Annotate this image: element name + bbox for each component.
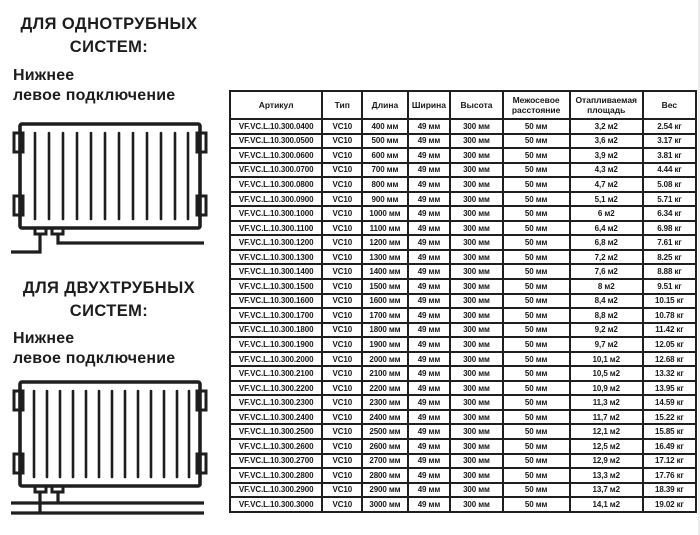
table-cell: 49 мм bbox=[408, 497, 451, 512]
heading-line: СИСТЕМ: bbox=[69, 302, 149, 320]
table-cell: 49 мм bbox=[408, 410, 451, 425]
table-cell: 50 мм bbox=[503, 148, 570, 163]
table-cell: 15.22 кг bbox=[643, 410, 696, 425]
table-cell: 300 мм bbox=[450, 424, 502, 439]
table-cell: 6.34 кг bbox=[643, 206, 696, 221]
table-cell: VC10 bbox=[322, 221, 362, 236]
table-cell: 1900 мм bbox=[362, 337, 407, 352]
table-row bbox=[230, 395, 696, 410]
table-row bbox=[230, 483, 696, 498]
table-cell: 7,2 м2 bbox=[570, 250, 643, 265]
table-row bbox=[230, 192, 696, 207]
table-cell: VC10 bbox=[322, 337, 362, 352]
table-row bbox=[230, 308, 696, 323]
table-cell: 2.54 кг bbox=[643, 119, 696, 134]
table-cell: 49 мм bbox=[408, 395, 451, 410]
table-cell: 15.85 кг bbox=[643, 424, 696, 439]
table-cell: VC10 bbox=[322, 119, 362, 134]
table-row bbox=[230, 468, 696, 483]
table-row bbox=[230, 163, 696, 178]
table-cell: VC10 bbox=[322, 352, 362, 367]
column-header: Длина bbox=[362, 91, 407, 119]
table-cell: 50 мм bbox=[503, 163, 570, 178]
table-cell: 50 мм bbox=[503, 352, 570, 367]
table-cell: VC10 bbox=[322, 148, 362, 163]
table-cell: 50 мм bbox=[503, 206, 570, 221]
table-cell: 2200 мм bbox=[362, 381, 407, 396]
table-cell: 300 мм bbox=[450, 134, 502, 149]
table-cell: 500 мм bbox=[362, 134, 407, 149]
table-cell: 1200 мм bbox=[362, 235, 407, 250]
table-cell: VF.VC.L.10.300.1200 bbox=[230, 235, 322, 250]
table-cell: 6,8 м2 bbox=[570, 235, 643, 250]
table-cell: 300 мм bbox=[450, 497, 502, 512]
table-cell: 5.71 кг bbox=[643, 192, 696, 207]
table-cell: VF.VC.L.10.300.0500 bbox=[230, 134, 322, 149]
table-cell: VF.VC.L.10.300.3000 bbox=[230, 497, 322, 512]
table-cell: 300 мм bbox=[450, 163, 502, 178]
table-row bbox=[230, 177, 696, 192]
table-cell: VF.VC.L.10.300.2000 bbox=[230, 352, 322, 367]
radiator-diagram-single-pipe bbox=[8, 111, 212, 260]
table-cell: 300 мм bbox=[450, 148, 502, 163]
table-cell: 1000 мм bbox=[362, 206, 407, 221]
table-cell: VC10 bbox=[322, 454, 362, 469]
table-row bbox=[230, 366, 696, 381]
table-cell: VF.VC.L.10.300.0900 bbox=[230, 192, 322, 207]
table-cell: VF.VC.L.10.300.1700 bbox=[230, 308, 322, 323]
table-cell: VF.VC.L.10.300.1800 bbox=[230, 323, 322, 338]
table-cell: 9,7 м2 bbox=[570, 337, 643, 352]
table-cell: 300 мм bbox=[450, 119, 502, 134]
table-cell: 300 мм bbox=[450, 192, 502, 207]
table-cell: 3,9 м2 bbox=[570, 148, 643, 163]
table-cell: VC10 bbox=[322, 381, 362, 396]
spec-table-header-row bbox=[230, 91, 696, 119]
table-cell: 49 мм bbox=[408, 119, 451, 134]
table-cell: 8.88 кг bbox=[643, 264, 696, 279]
table-cell: VF.VC.L.10.300.2900 bbox=[230, 483, 322, 498]
radiator-single-pipe-icon bbox=[8, 111, 212, 260]
table-cell: 600 мм bbox=[362, 148, 407, 163]
table-cell: 6.98 кг bbox=[643, 221, 696, 236]
table-cell: 50 мм bbox=[503, 192, 570, 207]
table-cell: 7.61 кг bbox=[643, 235, 696, 250]
table-cell: VC10 bbox=[322, 235, 362, 250]
heading-two-pipe-systems bbox=[6, 277, 212, 323]
table-cell: 3.81 кг bbox=[643, 148, 696, 163]
table-cell: 10.15 кг bbox=[643, 294, 696, 309]
column-header: Артикул bbox=[230, 91, 322, 119]
table-cell: 49 мм bbox=[408, 192, 451, 207]
table-cell: 12.05 кг bbox=[643, 337, 696, 352]
table-cell: 1600 мм bbox=[362, 294, 407, 309]
table-row bbox=[230, 323, 696, 338]
table-row bbox=[230, 381, 696, 396]
table-cell: 300 мм bbox=[450, 235, 502, 250]
table-cell: 50 мм bbox=[503, 294, 570, 309]
table-row bbox=[230, 454, 696, 469]
table-cell: 13.95 кг bbox=[643, 381, 696, 396]
table-cell: 12,9 м2 bbox=[570, 454, 643, 469]
table-cell: 2800 мм bbox=[362, 468, 407, 483]
table-cell: 49 мм bbox=[408, 206, 451, 221]
table-cell: VF.VC.L.10.300.2200 bbox=[230, 381, 322, 396]
table-cell: 8.25 кг bbox=[643, 250, 696, 265]
table-cell: 19.02 кг bbox=[643, 497, 696, 512]
table-cell: 49 мм bbox=[408, 352, 451, 367]
table-cell: 300 мм bbox=[450, 177, 502, 192]
table-cell: 300 мм bbox=[450, 294, 502, 309]
table-cell: 49 мм bbox=[408, 235, 451, 250]
table-row bbox=[230, 439, 696, 454]
table-cell: VC10 bbox=[322, 264, 362, 279]
subheading-bottom-left-connection-1 bbox=[13, 66, 223, 106]
heading-single-pipe-systems bbox=[6, 13, 212, 59]
table-cell: VC10 bbox=[322, 497, 362, 512]
column-header: Межосевое расстояние bbox=[503, 91, 570, 119]
table-cell: 18.39 кг bbox=[643, 483, 696, 498]
table-cell: VF.VC.L.10.300.2400 bbox=[230, 410, 322, 425]
table-row bbox=[230, 119, 696, 134]
table-cell: 10,5 м2 bbox=[570, 366, 643, 381]
table-cell: VF.VC.L.10.300.1400 bbox=[230, 264, 322, 279]
table-cell: 3.17 кг bbox=[643, 134, 696, 149]
table-row bbox=[230, 206, 696, 221]
table-cell: 9.51 кг bbox=[643, 279, 696, 294]
table-cell: VF.VC.L.10.300.2600 bbox=[230, 439, 322, 454]
table-row bbox=[230, 337, 696, 352]
table-cell: 50 мм bbox=[503, 119, 570, 134]
table-cell: 50 мм bbox=[503, 468, 570, 483]
table-cell: VC10 bbox=[322, 163, 362, 178]
table-cell: 1300 мм bbox=[362, 250, 407, 265]
table-cell: VF.VC.L.10.300.0400 bbox=[230, 119, 322, 134]
table-cell: 50 мм bbox=[503, 483, 570, 498]
table-cell: 50 мм bbox=[503, 337, 570, 352]
table-cell: 50 мм bbox=[503, 439, 570, 454]
subheading-line: Нижнее bbox=[13, 67, 75, 84]
table-cell: 49 мм bbox=[408, 148, 451, 163]
table-row bbox=[230, 264, 696, 279]
table-cell: 300 мм bbox=[450, 454, 502, 469]
table-cell: 11.42 кг bbox=[643, 323, 696, 338]
table-cell: 300 мм bbox=[450, 483, 502, 498]
table-cell: 300 мм bbox=[450, 439, 502, 454]
table-cell: 300 мм bbox=[450, 308, 502, 323]
table-cell: 49 мм bbox=[408, 134, 451, 149]
table-cell: 300 мм bbox=[450, 381, 502, 396]
table-cell: VF.VC.L.10.300.1100 bbox=[230, 221, 322, 236]
subheading-line: левое подключение bbox=[13, 87, 176, 104]
table-cell: VC10 bbox=[322, 294, 362, 309]
table-cell: 300 мм bbox=[450, 250, 502, 265]
table-cell: VF.VC.L.10.300.2500 bbox=[230, 424, 322, 439]
table-cell: VF.VC.L.10.300.1500 bbox=[230, 279, 322, 294]
table-cell: 400 мм bbox=[362, 119, 407, 134]
table-cell: 50 мм bbox=[503, 264, 570, 279]
table-cell: 50 мм bbox=[503, 395, 570, 410]
table-cell: 13,7 м2 bbox=[570, 483, 643, 498]
table-cell: VC10 bbox=[322, 366, 362, 381]
table-cell: 300 мм bbox=[450, 279, 502, 294]
table-cell: 50 мм bbox=[503, 410, 570, 425]
table-cell: 300 мм bbox=[450, 323, 502, 338]
table-cell: 12,5 м2 bbox=[570, 439, 643, 454]
table-cell: VC10 bbox=[322, 424, 362, 439]
table-cell: VC10 bbox=[322, 468, 362, 483]
table-cell: 10,1 м2 bbox=[570, 352, 643, 367]
table-cell: VF.VC.L.10.300.2300 bbox=[230, 395, 322, 410]
table-cell: 6 м2 bbox=[570, 206, 643, 221]
table-cell: 2400 мм bbox=[362, 410, 407, 425]
table-cell: VC10 bbox=[322, 192, 362, 207]
table-row bbox=[230, 352, 696, 367]
table-cell: 300 мм bbox=[450, 468, 502, 483]
table-cell: 700 мм bbox=[362, 163, 407, 178]
subheading-line: Нижнее bbox=[13, 330, 75, 347]
table-row bbox=[230, 221, 696, 236]
table-cell: 1500 мм bbox=[362, 279, 407, 294]
table-row bbox=[230, 235, 696, 250]
table-row bbox=[230, 148, 696, 163]
table-cell: 13.32 кг bbox=[643, 366, 696, 381]
table-cell: VF.VC.L.10.300.1300 bbox=[230, 250, 322, 265]
table-cell: 1800 мм bbox=[362, 323, 407, 338]
table-cell: 50 мм bbox=[503, 366, 570, 381]
table-cell: 50 мм bbox=[503, 235, 570, 250]
heading-line: ДЛЯ ДВУХТРУБНЫХ bbox=[22, 279, 196, 297]
table-cell: 3,6 м2 bbox=[570, 134, 643, 149]
subheading-bottom-left-connection-2 bbox=[13, 329, 223, 369]
table-cell: 49 мм bbox=[408, 454, 451, 469]
table-cell: VF.VC.L.10.300.2100 bbox=[230, 366, 322, 381]
table-cell: 50 мм bbox=[503, 381, 570, 396]
table-cell: 49 мм bbox=[408, 323, 451, 338]
table-cell: 9,2 м2 bbox=[570, 323, 643, 338]
table-cell: VC10 bbox=[322, 177, 362, 192]
column-header: Отапливаемая площадь bbox=[570, 91, 643, 119]
table-cell: 8,4 м2 bbox=[570, 294, 643, 309]
table-cell: VC10 bbox=[322, 410, 362, 425]
table-cell: VF.VC.L.10.300.0700 bbox=[230, 163, 322, 178]
table-cell: 8 м2 bbox=[570, 279, 643, 294]
table-cell: 50 мм bbox=[503, 177, 570, 192]
table-cell: VC10 bbox=[322, 206, 362, 221]
table-cell: 10.78 кг bbox=[643, 308, 696, 323]
table-cell: 49 мм bbox=[408, 366, 451, 381]
table-cell: VC10 bbox=[322, 308, 362, 323]
table-cell: 16.49 кг bbox=[643, 439, 696, 454]
table-cell: 2900 мм bbox=[362, 483, 407, 498]
table-cell: 49 мм bbox=[408, 177, 451, 192]
table-cell: 12,1 м2 bbox=[570, 424, 643, 439]
table-cell: 1400 мм bbox=[362, 264, 407, 279]
table-cell: 2600 мм bbox=[362, 439, 407, 454]
table-cell: 49 мм bbox=[408, 439, 451, 454]
table-cell: VC10 bbox=[322, 323, 362, 338]
table-cell: VF.VC.L.10.300.1900 bbox=[230, 337, 322, 352]
table-cell: 3,2 м2 bbox=[570, 119, 643, 134]
table-cell: 800 мм bbox=[362, 177, 407, 192]
table-cell: 300 мм bbox=[450, 366, 502, 381]
table-row bbox=[230, 410, 696, 425]
table-cell: 1700 мм bbox=[362, 308, 407, 323]
table-cell: 2500 мм bbox=[362, 424, 407, 439]
table-cell: 50 мм bbox=[503, 221, 570, 236]
table-cell: VC10 bbox=[322, 439, 362, 454]
table-cell: 900 мм bbox=[362, 192, 407, 207]
table-cell: VF.VC.L.10.300.0600 bbox=[230, 148, 322, 163]
table-cell: 50 мм bbox=[503, 424, 570, 439]
table-cell: VC10 bbox=[322, 279, 362, 294]
radiator-spec-table bbox=[229, 90, 697, 513]
table-cell: 6,4 м2 bbox=[570, 221, 643, 236]
subheading-line: левое подключение bbox=[13, 350, 176, 367]
table-cell: 49 мм bbox=[408, 279, 451, 294]
table-cell: 12.68 кг bbox=[643, 352, 696, 367]
table-row bbox=[230, 134, 696, 149]
radiator-two-pipe-icon bbox=[8, 372, 212, 521]
table-cell: 50 мм bbox=[503, 497, 570, 512]
table-cell: 50 мм bbox=[503, 308, 570, 323]
table-cell: 300 мм bbox=[450, 410, 502, 425]
table-cell: 49 мм bbox=[408, 424, 451, 439]
table-cell: 14,1 м2 bbox=[570, 497, 643, 512]
table-cell: VF.VC.L.10.300.0800 bbox=[230, 177, 322, 192]
table-cell: 300 мм bbox=[450, 206, 502, 221]
heading-line: ДЛЯ ОДНОТРУБНЫХ bbox=[20, 15, 198, 33]
table-cell: 1100 мм bbox=[362, 221, 407, 236]
table-cell: 11,7 м2 bbox=[570, 410, 643, 425]
table-cell: 49 мм bbox=[408, 483, 451, 498]
table-cell: 17.12 кг bbox=[643, 454, 696, 469]
table-row bbox=[230, 424, 696, 439]
table-cell: 4.44 кг bbox=[643, 163, 696, 178]
table-cell: VF.VC.L.10.300.1000 bbox=[230, 206, 322, 221]
table-cell: 49 мм bbox=[408, 221, 451, 236]
table-cell: 3000 мм bbox=[362, 497, 407, 512]
table-cell: 300 мм bbox=[450, 264, 502, 279]
table-cell: 49 мм bbox=[408, 337, 451, 352]
table-cell: VC10 bbox=[322, 395, 362, 410]
table-row bbox=[230, 279, 696, 294]
table-cell: 50 мм bbox=[503, 454, 570, 469]
table-cell: 49 мм bbox=[408, 163, 451, 178]
table-cell: 8,8 м2 bbox=[570, 308, 643, 323]
table-cell: VF.VC.L.10.300.2800 bbox=[230, 468, 322, 483]
table-cell: 2000 мм bbox=[362, 352, 407, 367]
table-cell: VC10 bbox=[322, 250, 362, 265]
table-cell: 2300 мм bbox=[362, 395, 407, 410]
table-cell: 50 мм bbox=[503, 134, 570, 149]
table-cell: 300 мм bbox=[450, 221, 502, 236]
table-cell: 49 мм bbox=[408, 381, 451, 396]
table-cell: 5,1 м2 bbox=[570, 192, 643, 207]
table-cell: 50 мм bbox=[503, 279, 570, 294]
table-cell: 7,6 м2 bbox=[570, 264, 643, 279]
table-cell: 49 мм bbox=[408, 264, 451, 279]
column-header: Тип bbox=[322, 91, 362, 119]
table-cell: 49 мм bbox=[408, 250, 451, 265]
table-cell: 300 мм bbox=[450, 395, 502, 410]
column-header: Вес bbox=[643, 91, 696, 119]
table-cell: 49 мм bbox=[408, 468, 451, 483]
table-cell: 4,3 м2 bbox=[570, 163, 643, 178]
table-cell: 2700 мм bbox=[362, 454, 407, 469]
table-cell: VF.VC.L.10.300.1600 bbox=[230, 294, 322, 309]
column-header: Высота bbox=[450, 91, 502, 119]
spec-table-body bbox=[230, 119, 696, 512]
table-cell: 49 мм bbox=[408, 308, 451, 323]
table-cell: VF.VC.L.10.300.2700 bbox=[230, 454, 322, 469]
table-cell: 50 мм bbox=[503, 250, 570, 265]
heading-line: СИСТЕМ: bbox=[69, 38, 149, 56]
table-cell: VC10 bbox=[322, 134, 362, 149]
column-header: Ширина bbox=[408, 91, 451, 119]
radiator-diagram-two-pipe bbox=[8, 372, 212, 521]
table-cell: 10,9 м2 bbox=[570, 381, 643, 396]
table-cell: 50 мм bbox=[503, 323, 570, 338]
table-cell: 4,7 м2 bbox=[570, 177, 643, 192]
table-cell: VC10 bbox=[322, 483, 362, 498]
table-cell: 300 мм bbox=[450, 352, 502, 367]
table-cell: 14.59 кг bbox=[643, 395, 696, 410]
spec-table-head bbox=[230, 91, 696, 119]
table-cell: 2100 мм bbox=[362, 366, 407, 381]
table-cell: 300 мм bbox=[450, 337, 502, 352]
table-cell: 17.76 кг bbox=[643, 468, 696, 483]
table-cell: 49 мм bbox=[408, 294, 451, 309]
table-row bbox=[230, 250, 696, 265]
table-cell: 11,3 м2 bbox=[570, 395, 643, 410]
table-cell: 5.08 кг bbox=[643, 177, 696, 192]
table-row bbox=[230, 497, 696, 512]
table-cell: 13,3 м2 bbox=[570, 468, 643, 483]
table-row bbox=[230, 294, 696, 309]
